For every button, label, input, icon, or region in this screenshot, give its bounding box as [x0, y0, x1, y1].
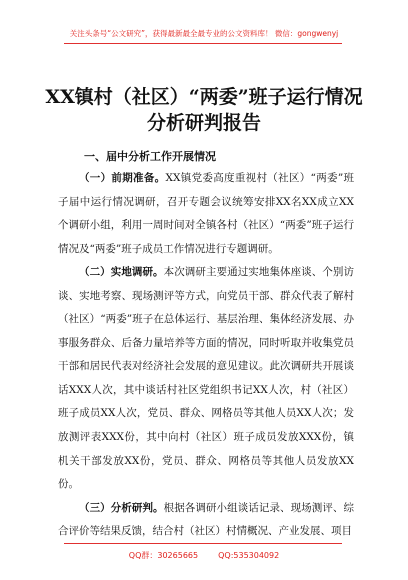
footer-qq: QQ:535304092: [218, 551, 280, 560]
header-divider: [64, 43, 342, 44]
paragraph-text: XX镇党委高度重视村（社区）“两委”班子届中运行情况调研，召开专题会议统筹安排XX名XX成立XX个调研小组，利用一周时间对全镇各村（社区）“两委”班子运行情况及“两委”班子成员工作情况进行专题调研。: [58, 172, 354, 255]
section-heading: 一、届中分析工作开展情况: [84, 150, 216, 163]
body-text: [58, 167, 354, 544]
document-title-line-2: 分析研判报告: [146, 112, 261, 134]
header-banner: 关注头条号“公文研究”，获得最新最全最专业的公文资料库！ 微信：gongwenyj: [69, 29, 339, 38]
paragraph-label: （二）实地调研。: [79, 266, 164, 279]
paragraph-field-research: [58, 261, 354, 496]
paragraph-text: 根据各调研小组谈话记录、现场测评、综合评价等结果反馈，结合村（社区）村情概况、产业发展、项目: [58, 501, 354, 538]
footer-divider: [64, 543, 342, 544]
paragraph-analysis: [58, 497, 354, 544]
paragraph-label: （一）前期准备。: [79, 172, 166, 184]
paragraph-preparation: [58, 167, 354, 261]
document-title-line-1: XX镇村（社区）“两委”班子运行情况: [45, 86, 363, 108]
footer-qq-group: QQ群：30265665: [128, 551, 199, 560]
paragraph-label: （三）分析研判。: [79, 501, 164, 514]
footer: [0, 550, 408, 561]
paragraph-text: 本次调研主要通过实地集体座谈、个别访谈、实地考察、现场测评等方式，向党员干部、群众代表了解村（社区）“两委”班子在总体运行、基层治理、集体经济发展、办事服务群众、后备力量培养等方面的情况，同时听取并收集党员干部和居民代表对经济社会发展的意见建议。此次调研共开展谈话XXX人次，其中谈话村社区党组织书记XX人次，村（社区）班子成员XX人次，党员、群众、网格员等其他人员XX人次；发放测评表XXX份，其中向村（社区）班子成员发放XXX份，镇机关干部发放XX份，党员、群众、网格员等其他人员发放XX份。: [58, 266, 354, 491]
